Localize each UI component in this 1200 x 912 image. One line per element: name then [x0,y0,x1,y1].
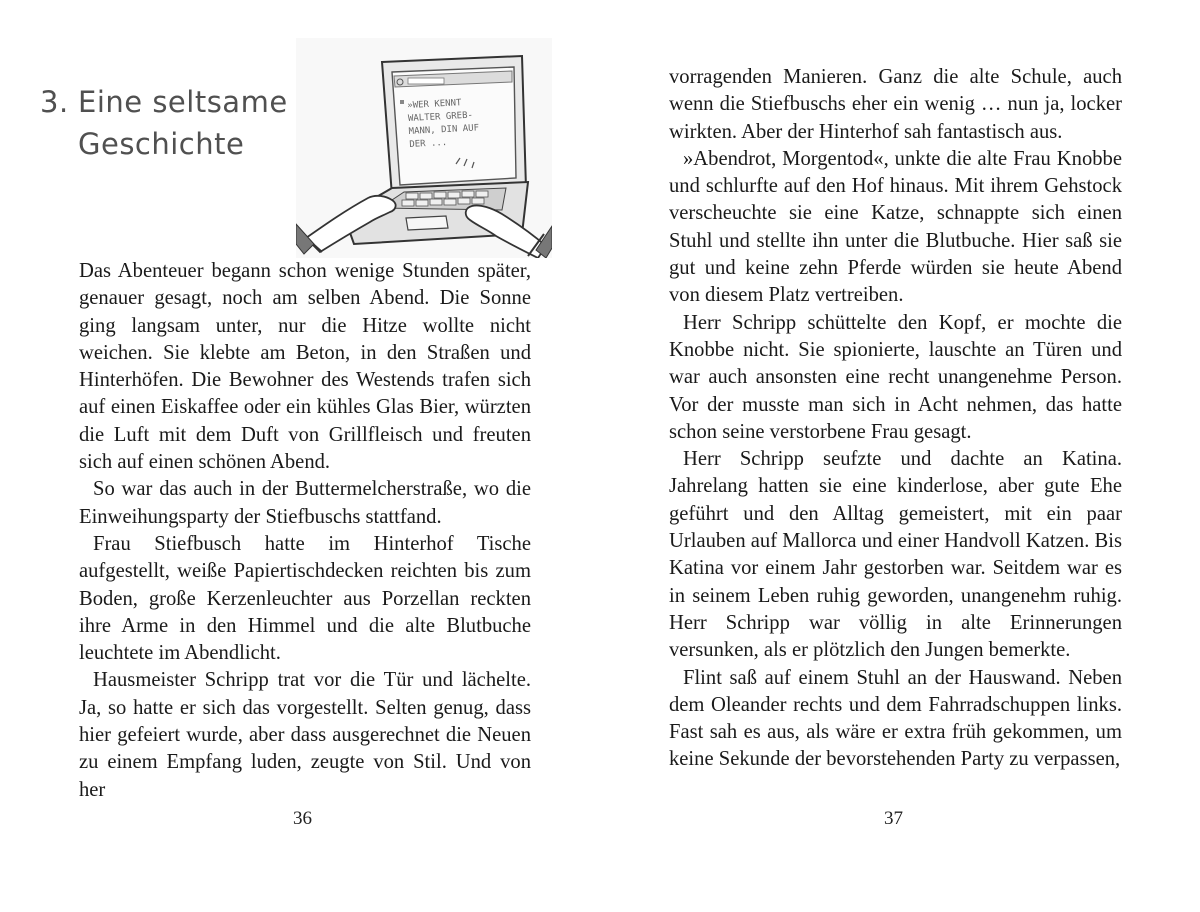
chapter-title-line-1: Eine seltsame [78,85,288,120]
right-page-body [669,64,1122,774]
paragraph: Hausmeister Schripp trat vor die Tür und lächelte. Ja, so hatte er sich das vorgestellt. Selten genug, dass hier gefeiert wurde, aber dass ausgerechnet die Neuen zu einem Empfang luden, zeugte von Stil. Und von her [79,669,531,801]
screen-text-line: WALTER GREB- [407,110,474,124]
paragraph: Frau Stiefbusch hatte im Hinterhof Tische aufgestellt, weiße Papiertischdecken reichten bis zum Boden, große Kerzenleuchter aus Porzellan reckten ihre Arme in den Himmel und die alte Blutbuche leuchtete im Abendlicht. [79,532,531,665]
paragraph: vorragenden Manieren. Ganz die alte Schule, auch wenn die Stiefbuschs eher ein wenig … nun ja, locker wirkten. Aber der Hinterhof sah fantastisch aus. [669,66,1122,143]
page-number-right: 37 [884,808,903,829]
paragraph: »Abendrot, Morgentod«, unkte die alte Frau Knobbe und schlurfte auf den Hof hinaus. Mit ihrem Gehstock verscheuchte sie eine Katze, schnappte sich einen Stuhl und stellte ihn unter die Blutbuche. Hier saß sie gut und keine zehn Pferde würden sie heute Abend von diesem Platz vertreiben. [669,147,1122,307]
laptop-illustration-svg [296,38,552,258]
laptop-typing-illustration [296,38,552,258]
screen-text-line: DER ... [409,137,448,150]
chapter-title [40,81,300,165]
page-number-left: 36 [293,808,312,829]
chapter-title-line-2: Geschichte [78,127,245,162]
paragraph: So war das auch in der Buttermelcherstraße, wo die Einweihungsparty der Stiefbuschs stattfand. [79,478,531,528]
screen-text-line: »WER KENNT [407,98,462,112]
paragraph: Das Abenteuer begann schon wenige Stunden später, genauer gesagt, noch am selben Abend. Die Sonne ging langsam unter, nur die Hitze wollte nicht weichen. Sie klebte am Beton, in den Straßen und Hinterhöfen. Die Bewohner des Westends trafen sich auf einen Eiskaffee oder ein kühles Glas Bier, würzten die Luft mit dem Duft von Grillfleisch und freuten sich auf einen schönen Abend. [79,260,531,474]
paragraph: Herr Schripp seufzte und dachte an Katina. Jahrelang hatten sie eine kinderlose, aber gute Ehe geführt und den Alltag gemeistert, mit ein paar Urlauben auf Mallorca und einer Handvoll Katzen. Bis Katina vor einem Jahr gestorben war. Seitdem war es in seinem Leben ruhig geworden, unangenehm ruhig. Herr Schripp war völlig in alte Erinnerungen versunken, als er plötzlich den Jungen bemerkte. [669,448,1122,662]
paragraph: Herr Schripp schüttelte den Kopf, er mochte die Knobbe nicht. Sie spionierte, lauschte an Türen und war auch ansonsten eine recht unangenehme Person. Vor der musste man sich in Acht nehmen, das hatte schon seine verstorbene Frau gesagt. [669,311,1122,443]
left-page-body [79,258,531,804]
chapter-number: 3. [40,85,69,120]
paragraph: Flint saß auf einem Stuhl an der Hauswand. Neben dem Oleander rechts und dem Fahrradschuppen links. Fast sah es aus, als wäre er extra früh gekommen, um keine Sekunde der bevorstehenden Party zu verpassen, [669,666,1122,771]
screen-text-line: MANN, DIN AUF [408,123,480,137]
